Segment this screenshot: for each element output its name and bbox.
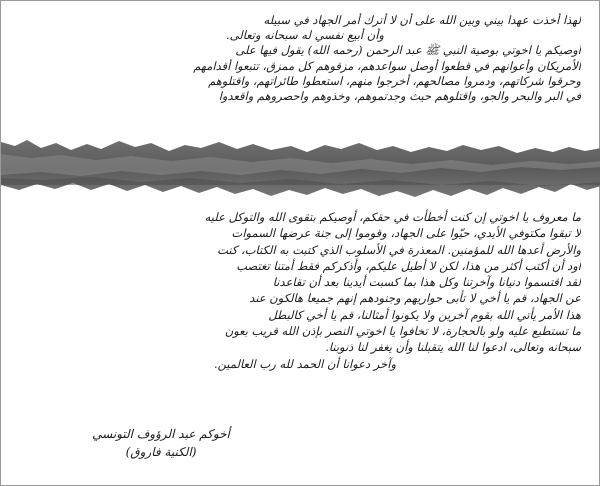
letter-top-fragment [29,13,581,104]
letter-line: هذا الأمر يأتي الله بقوم آخرين ولا يكونوا أمثالنا، قم يا أخي كالبطل [268,307,581,322]
letter-line: ما تستطيع عليه ولو بالحجارة، لا تخافوا يا اخوتي النصر بإذن الله قريب بعون [224,324,581,339]
letter-signature [61,425,261,461]
letter-line: أود أن أكتب أكثر من هذا، لكن لا أطيل عليكم، وأذكركم فقط أمتنا تغتصب [236,258,581,273]
signature-name: أخوكم عبد الرؤوف التونسي [92,427,230,441]
letter-bottom-fragment [29,209,581,372]
letter-line: سبحانه وتعالى، ادعوا لنا الله يتقبلنا وأن يغفر لنا ذنوبنا. [325,340,581,355]
letter-line: لا تبقوا مكتوفي الأيدي، حيّوا على الجهاد، وقوموا إلى جنة عرضها السموات [231,226,581,241]
letter-line: أوصيكم يا اخوتي بوصية النبي ﷺ عبد الرحمن (رحمه الله) يقول فيها على [235,43,581,58]
letter-line: عن الجهاد، قم يا أخي لا تأبى حواريهم وجنودهم إنهم جميعا هالكون عند [249,291,581,306]
letter-line: وآخر دعوانا أن الحمد لله رب العالمين. [213,356,397,371]
letter-line: لقد اقتسموا دنيانا وآخرتنا وكل هذا بما كسبت أيدينا بعد أن تقاعدنا [272,275,581,290]
signature-alias: (الكنية فاروق) [125,445,197,459]
letter-line: لهذا أخذت عهدا بيني وبين الله على أن لا أترك أمر الجهاد في سبيله [263,13,581,27]
letter-line: وحرقوا شركاتهم، ودمروا مصالحهم، أخرجوا منهم، استعطوا طائراتهم، واقتلوهم [208,73,581,88]
letter-line: الأمريكان وأعوانهم في قطعوا أوصل سواعدهم، مزقوهم كل ممزق، تتبعوا أقدامهم [193,58,581,73]
torn-paper-divider [1,134,600,206]
letter-line: وأن أبيع نفسي له سبحانه وتعالى. [226,28,384,43]
letter-line: ما معروف يا اخوتي إن كنت أخطأت في حقكم، أوصيكم بتقوى الله والتوكل عليه [204,210,581,224]
letter-line: والأرض أعدها الله للمؤمنين. المعذرة في الأسلوب الذي كتبت به الكتاب، كنت [217,242,581,257]
letter-line: في البر والبحر والجو، واقتلوهم حيث وجدتموهم، وخذوهم واحصروهم واقعدوا [218,88,581,103]
